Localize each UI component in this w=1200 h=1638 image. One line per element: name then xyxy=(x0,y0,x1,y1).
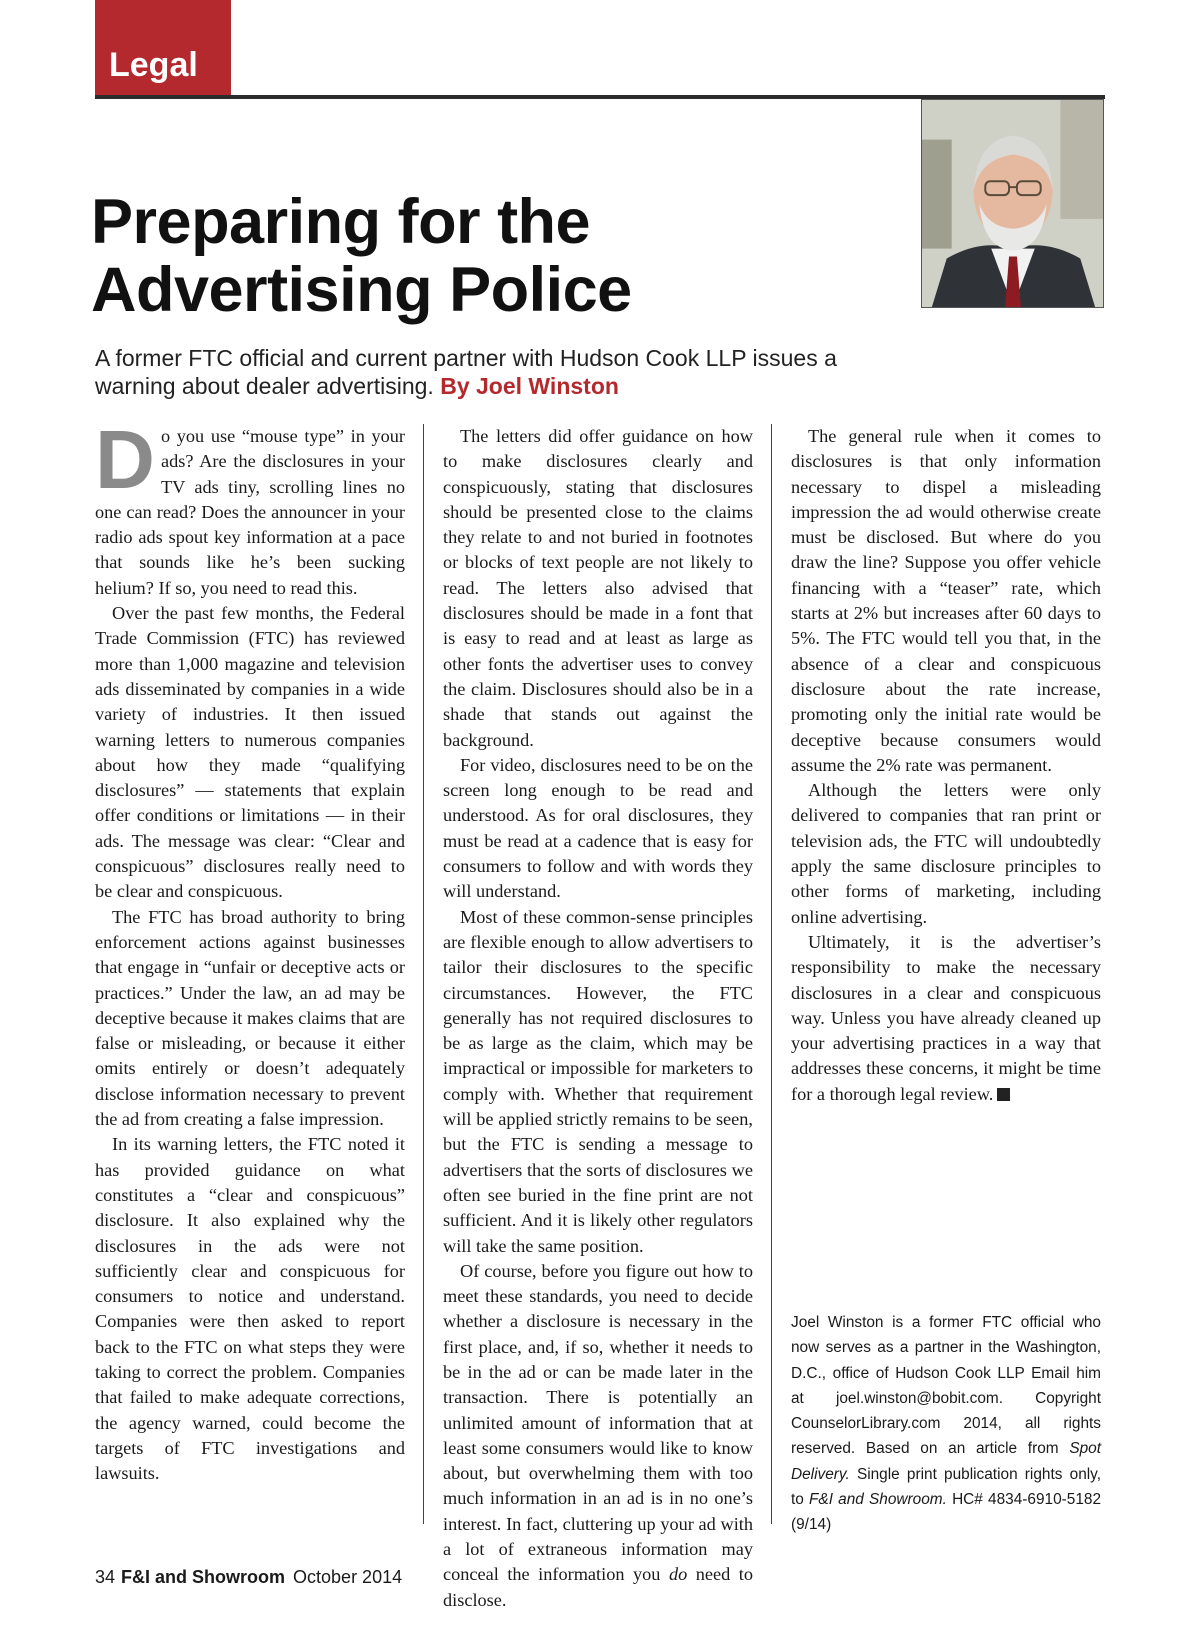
article-paragraph: The letters did offer guidance on how to make disclosures clearly and conspicuously, stating that disclosures should be presented close to the claims they relate to and not buried in footnotes or blocks of text people are not likely to read. The letters also advised that disclosures should be made in a font that is easy to read and at least as large as other fonts the advertiser uses to convey the claim. Disclosures should also be in a shade that stands out against the background. xyxy=(443,426,753,750)
article-paragraph: Over the past few months, the Federal Trade Commission (FTC) has reviewed more than 1,000 magazine and television ads disseminated by companies in a wide variety of industries. It then issued warning letters to numerous companies about how they made “qualifying disclosures” — statements that explain offer conditions or limitations — in their ads. The message was clear: “Clear and conspicuous” disclosures really need to be clear and conspicuous. xyxy=(95,603,405,902)
column-divider xyxy=(423,424,424,1524)
headline-line-2: Advertising Police xyxy=(91,255,632,325)
portrait-illustration xyxy=(922,100,1103,307)
page-number: 34 xyxy=(95,1567,116,1587)
headline xyxy=(91,188,891,324)
article-paragraph xyxy=(95,413,405,601)
bio-code: HC# 4834-6910-5182 (9/14) xyxy=(791,1491,1102,1534)
column-divider xyxy=(771,424,772,1524)
byline: By Joel Winston xyxy=(440,373,619,399)
article-paragraph: For video, disclosures need to be on the screen long enough to be read and understood. As for oral disclosures, they must be read at a cadence that is easy for consumers to follow and with words they will understand. xyxy=(443,754,753,902)
bio-text: Joel Winston is a former FTC official who now serves as a partner in the Washington, D.C., office of Hudson Cook LLP Email him at joel.winston@bobit.com. Copyright CounselorLibrary.com 2014, all rights reserved. Based on an article from xyxy=(791,1314,1101,1458)
drop-cap: D xyxy=(95,413,155,506)
author-bio xyxy=(791,1310,1101,1538)
bio-publication: F&I and Showroom. xyxy=(809,1491,947,1509)
deck-text: A former FTC official and current partner with Hudson Cook LLP issues a warning about dealer advertising. xyxy=(95,345,837,399)
paragraph-text: Ultimately, it is the advertiser’s responsibility to make the necessary disclosures in a clear and conspicuous way. Unless you have already cleaned up your advertising practices in a way that addresses these concerns, it might be time for a thorough legal review. xyxy=(791,931,1101,1104)
deck xyxy=(95,344,895,400)
paragraph-text: Of course, before you figure out how to meet these standards, you need to decide whether a disclosure is necessary in the first place, and, if so, whether it needs to be in the ad or can be made later in the transaction. There is potentially an unlimited amount of information that at least some consumers would like to know about, but overwhelming them with too much information in an ad is in no one’s interest. In fact, cluttering up your ad with a lot of extraneous information may conceal the information you xyxy=(443,1260,753,1585)
article-paragraph: Most of these common-sense principles are flexible enough to allow advertisers to tailor their disclosures to the specific circumstances. However, the FTC generally has not required disclosures to be as large as the claim, which may be impractical or impossible for marketers to comply with. Whether that requirement will be applied strictly remains to be seen, but the FTC is sending a message to advertisers that the sorts of disclosures we often see buried in the fine print are not sufficient. And it is likely other regulators will take the same position. xyxy=(443,906,753,1256)
author-photo xyxy=(921,99,1104,308)
article-column-1 xyxy=(95,413,405,1486)
section-label: Legal xyxy=(95,0,231,95)
headline-line-1: Preparing for the xyxy=(91,187,591,257)
article-column-2 xyxy=(443,424,753,1613)
article-paragraph xyxy=(791,930,1101,1107)
emphasis: do xyxy=(668,1564,688,1585)
end-mark-icon xyxy=(997,1088,1010,1101)
bio-source: Spot Delivery. xyxy=(791,1440,1102,1483)
article-column-3 xyxy=(791,424,1101,1107)
footer-publication: F&I and Showroom xyxy=(121,1567,286,1587)
article-paragraph: In its warning letters, the FTC noted it has provided guidance on what constitutes a “clear and conspicuous” disclosure. It also explained why the disclosures in the ads were not sufficiently clear and conspicuous for consumers to notice and understand. Companies were then asked to report back to the FTC on what steps they were taking to correct the problem. Companies that failed to make adequate corrections, the agency warned, could become the targets of FTC investigations and lawsuits. xyxy=(95,1134,405,1484)
article-paragraph xyxy=(443,1259,753,1613)
bio-text: Single print publication rights only, to xyxy=(791,1465,1102,1509)
paragraph-text: need to disclose. xyxy=(443,1564,753,1610)
article-paragraph: The general rule when it comes to disclosures is that only information necessary to dispel a misleading impression the ad would otherwise create must be disclosed. But where do you draw the line? Suppose you offer vehicle financing with a “teaser” rate, which starts at 2% but increases after 60 days to 5%. The FTC would tell you that, in the absence of a clear and conspicuous disclosure about the rate increase, promoting only the initial rate would be deceptive because consumers would assume the 2% rate was permanent. xyxy=(791,426,1101,775)
paragraph-text: o you use “mouse type” in your ads? Are the disclosures in your TV ads tiny, scrolling lines no one can read? Does the announcer in your radio ads spout key information at a pace that sounds like he’s been sucking helium? If so, you need to read this. xyxy=(95,426,405,598)
footer-issue: October 2014 xyxy=(293,1567,403,1587)
article-paragraph: The FTC has broad authority to bring enforcement actions against businesses that engage in “unfair or deceptive acts or practices.” Under the law, an ad may be deceptive because it makes claims that are false or misleading, or because it either omits entirely or doesn’t adequately disclose information necessary to prevent the ad from creating a false impression. xyxy=(95,906,405,1130)
article-paragraph: Although the letters were only delivered to companies that ran print or television ads, the FTC will undoubtedly apply the same disclosure principles to other forms of marketing, including online advertising. xyxy=(791,780,1101,927)
page-footer xyxy=(95,1567,402,1588)
